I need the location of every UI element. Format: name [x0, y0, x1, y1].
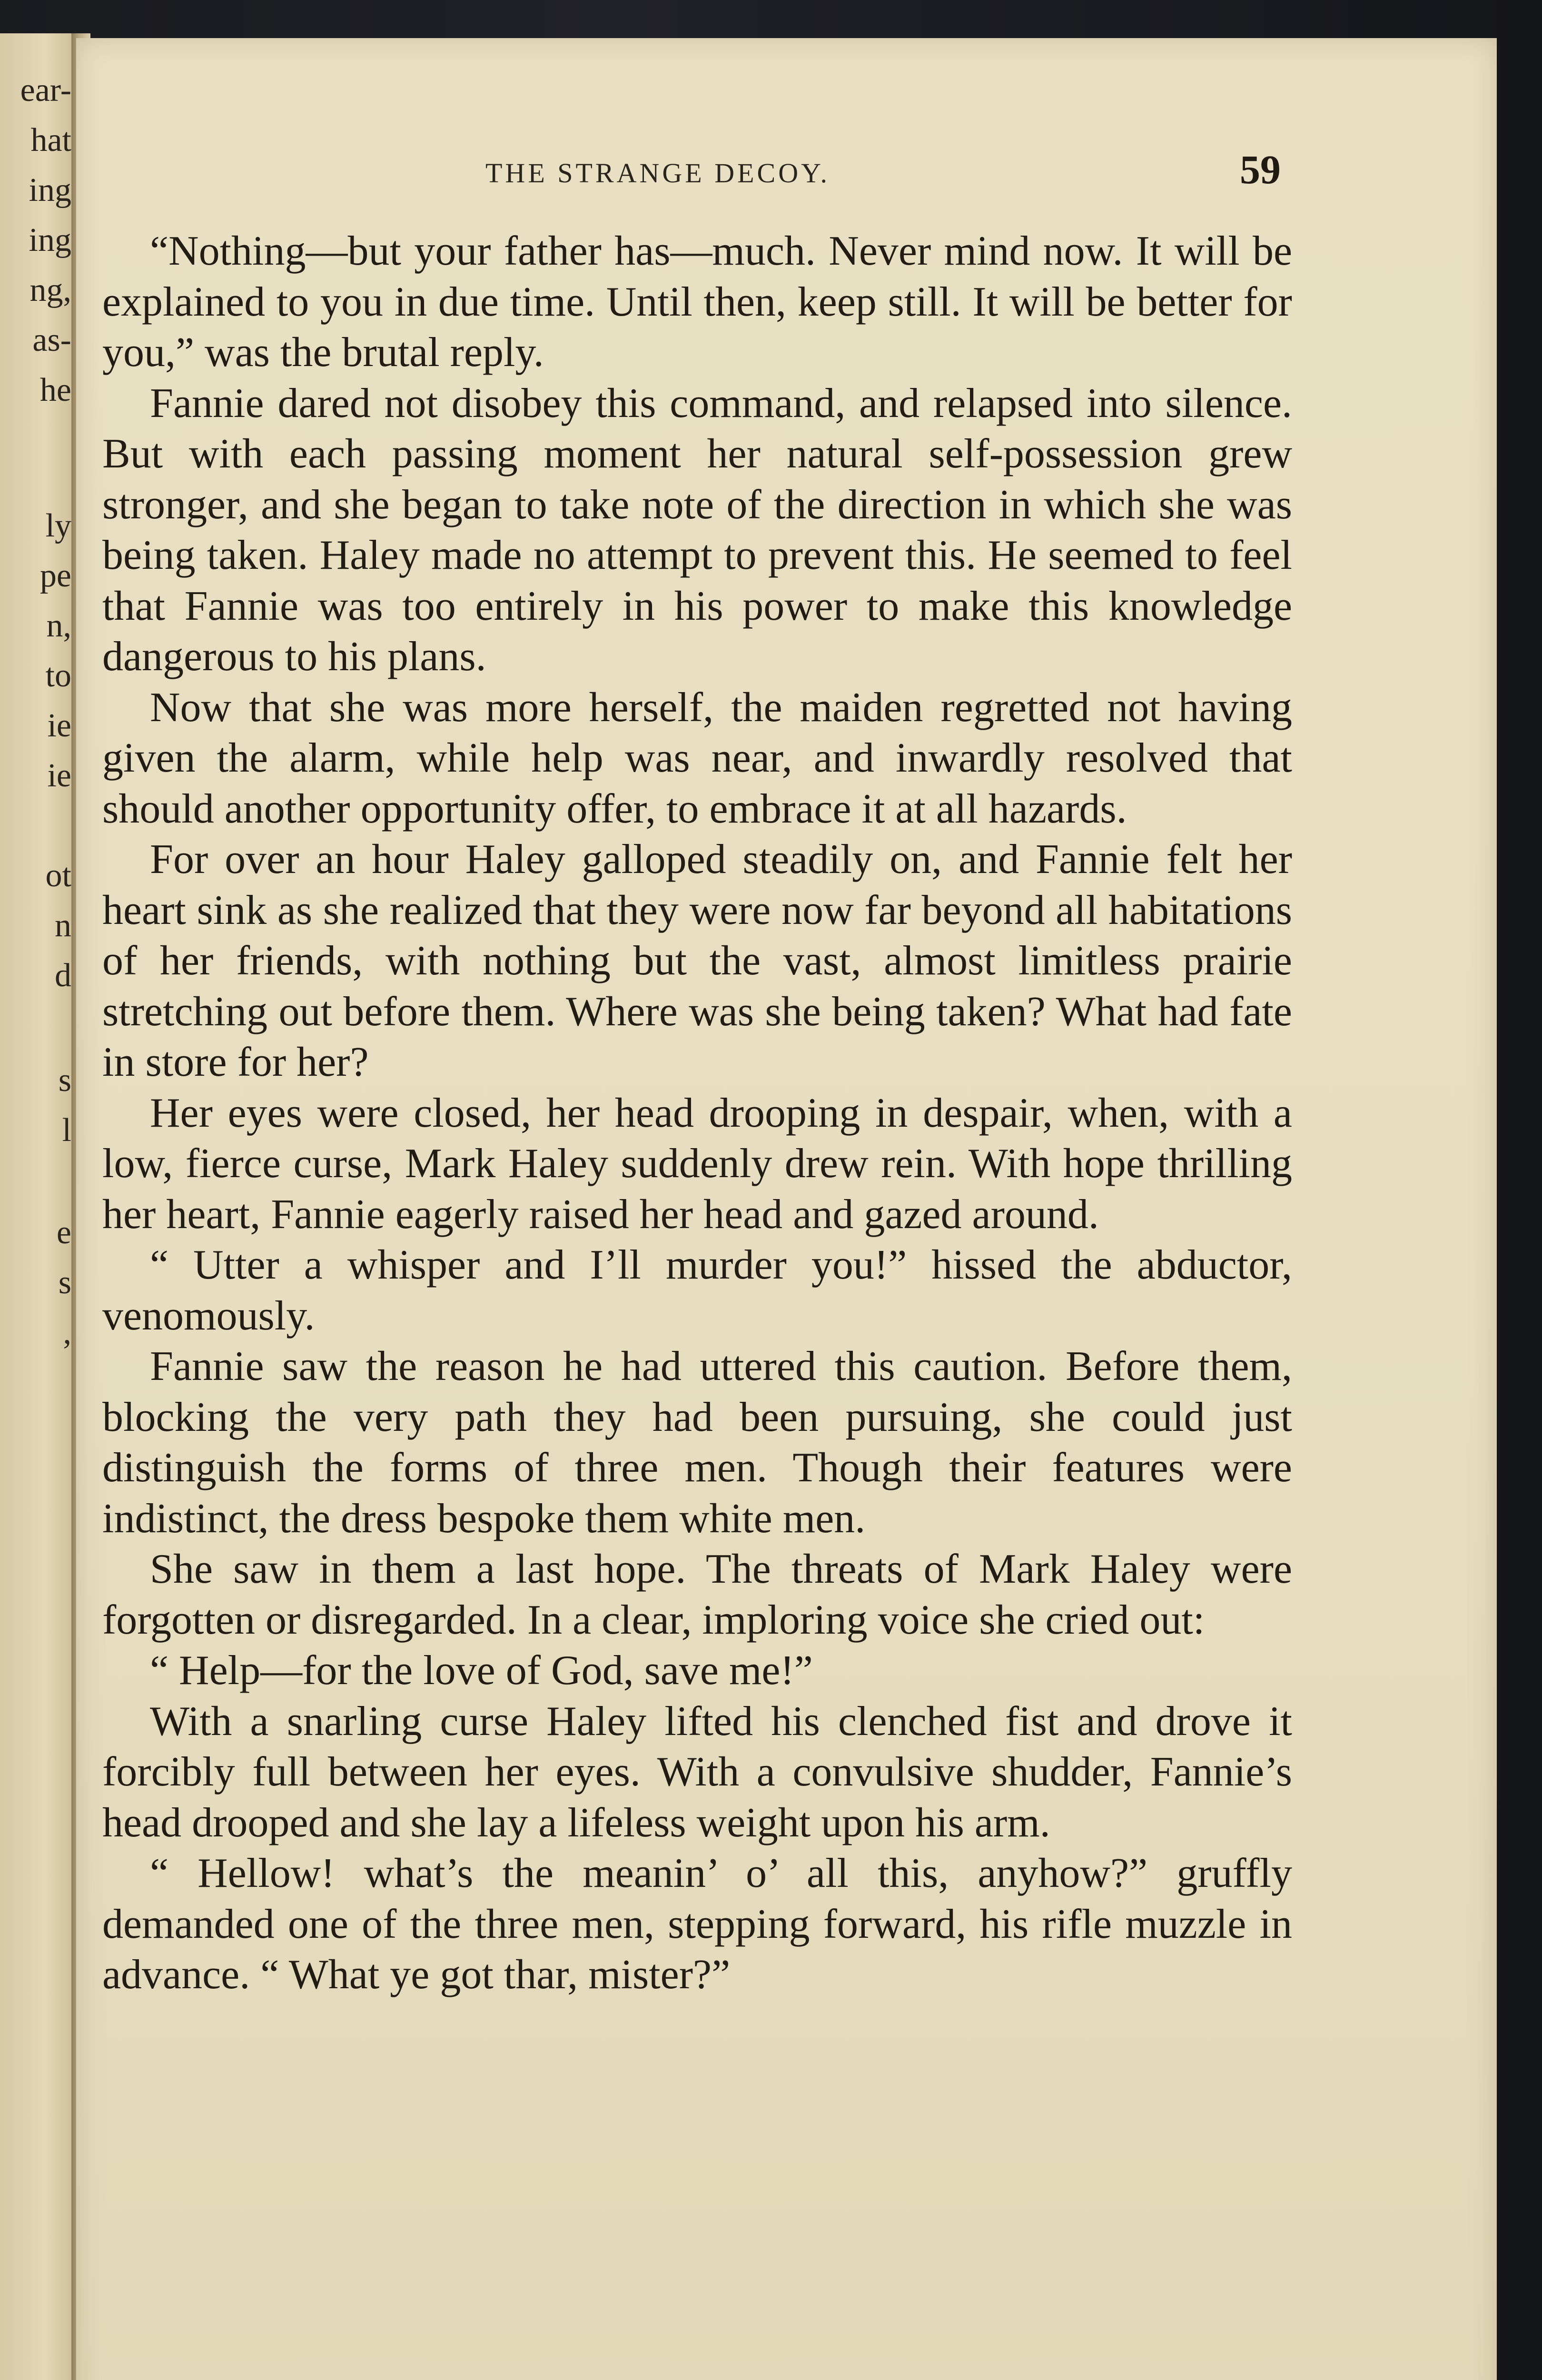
prev-page-fragment: ing [29, 222, 71, 258]
prev-page-fragment: e [56, 1214, 71, 1251]
page-body [102, 226, 1292, 2001]
prev-page-fragment: ear- [20, 72, 71, 109]
prev-page-fragment: ly [45, 507, 71, 544]
paragraph: For over an hour Haley galloped steadily on, and Fannie felt her heart sink as she realized that they were now far beyond all habitations of her friends, with nothing but the vast, almost limitless prairie stretching out before them. Where was she being taken? What had fate in store for her? [102, 836, 1292, 1085]
prev-page-fragment: he [40, 372, 71, 408]
paragraph: “ Hellow! what’s the meanin’ o’ all this, anyhow?” gruffly demanded one of the three men, stepping forward, his rifle muzzle in advance. “ What ye got thar, mister?” [102, 1850, 1292, 1998]
prev-page-fragment: ing [29, 172, 71, 208]
prev-page-fragment: ng, [30, 272, 71, 308]
paragraph: Fannie saw the reason he had uttered this caution. Before them, blocking the very path they had been pursuing, she could just distinguish the forms of three men. Though their features were indistinct, the dress bespoke them white men. [102, 1343, 1292, 1542]
prev-page-fragment: ie [47, 757, 71, 794]
prev-page-fragment: n [55, 907, 71, 944]
page-number: 59 [1240, 147, 1281, 192]
prev-page-fragment: s [58, 1062, 71, 1099]
paragraph: With a snarling curse Haley lifted his clenched fist and drove it forcibly full between her eyes. With a convulsive shudder, Fannie’s head drooped and she lay a lifeless weight upon his arm. [102, 1698, 1292, 1846]
prev-page-fragment: l [62, 1112, 71, 1149]
prev-page-fragment: to [45, 657, 71, 694]
paragraph: Now that she was more herself, the maiden regretted not having given the alarm, while help was near, and inwardly resolved that should another opportunity offer, to embrace it at all hazards. [102, 684, 1292, 832]
running-head: THE STRANGE DECOY. [485, 158, 830, 188]
paragraph: “ Utter a whisper and I’ll murder you!” hissed the abductor, venomously. [102, 1242, 1292, 1339]
prev-page-fragment: pe [40, 557, 71, 594]
prev-page-fragment: ot [45, 857, 71, 894]
paragraph: Her eyes were closed, her head drooping in despair, when, with a low, fierce curse, Mark Haley suddenly drew rein. With hope thrilling her heart, Fannie eagerly raised her head and gazed around. [102, 1090, 1292, 1238]
paragraph: Fannie dared not disobey this command, and relapsed into silence. But with each passing moment her natural self-possession grew stronger, and she began to take note of the direction in which she was being taken. Haley made no attempt to prevent this. He seemed to feel that Fannie was too entirely in his power to make this knowledge dangerous to his plans. [102, 380, 1292, 680]
prev-page-fragment: n, [46, 607, 71, 644]
prev-page-fragment: ie [47, 707, 71, 744]
prev-page-fragment: , [63, 1314, 71, 1351]
prev-page-fragment: hat [30, 122, 71, 159]
prev-page-fragment: d [55, 957, 71, 994]
prev-page-fragment: as- [32, 322, 71, 358]
paragraph: “ Help—for the love of God, save me!” [150, 1647, 813, 1694]
prev-page-fragment: s [58, 1264, 71, 1301]
book-page [76, 38, 1497, 2380]
paragraph: She saw in them a last hope. The threats of Mark Haley were forgotten or disregarded. In a clear, imploring voice she cried out: [102, 1546, 1292, 1643]
paragraph: “Nothing—but your father has—much. Never mind now. It will be explained to you in due time. Until then, keep still. It will be better for you,” was the brutal reply. [102, 228, 1292, 376]
previous-page-edge [0, 33, 76, 2380]
